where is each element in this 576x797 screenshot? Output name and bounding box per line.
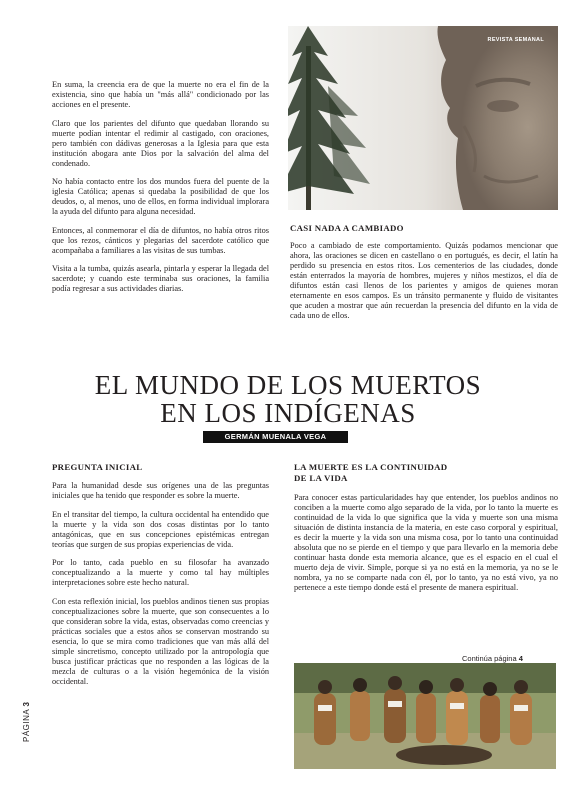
casi-nada-paragraph: Poco a cambiado de este comportamiento. Quizás podamos mencionar que ahora, las oraciones se dicen en castellano o en portugués, es decir, el latín ha perdido su presencia en estos ritos. Los cementerios de las ciudades, donde están enterrados la mayoría de hombres, mujeres y niños mestizos, el día de difuntos están casi llenos de los parientes y amigos de quienes moran eternamente en esos campos. Es un tránsito permanente y fluido de visitantes que acuden a mostrar que aún recuerdan la presencia del difunto en la vida de cada uno de ellos. — [290, 241, 558, 320]
pregunta-paragraph-1: Para la humanidad desde sus orígenes una de las preguntas iniciales que ha tenido que responder es sobre la muerte. — [52, 481, 269, 500]
intro-paragraph-4: Entonces, al conmemorar el día de difuntos, no había otros ritos que los rezos, cánticos y plegarias del sacerdote católico que acompañaba a familiares a las visitas de sus tumbas. — [52, 225, 269, 255]
continuidad-paragraph: Para conocer estas particularidades hay que entender, los pueblos andinos no conciben a la muerte como algo separado de la vida, por lo tanto la muerte es continuidad de la vida lo que significa que la vida y muerte son una misma situación de distinta instancia de la materia, en este caso corporal y espiritual, es decir la muerte y la vida son una misma cosa, por lo tanto una continuidad absoluta que no se pierde en el tiempo y que para llevarlo en la memoria debe continuar hasta donde esta memoria alcance, que es el espacio en el cual el muerto deja de vivir. Simple, porque si ya no está en la memoria, ya no se le nombra, ya no se comparte nada con él, por lo tanto, ya no está vivo, ya no pertenece a este tiempo donde está el presente de manera espiritual. — [294, 493, 558, 592]
continue-label: Continúa página — [462, 654, 517, 663]
intro-paragraph-3: No había contacto entre los dos mundos fuera del puente de la iglesia Católica; apenas si quedaba la posibilidad de que los deudos, o, al menos, uno de ellos, en forma individual implorara la ayuda del difunto para alguna necesidad. — [52, 177, 269, 216]
pregunta-column — [52, 481, 269, 695]
intro-paragraph-1: En suma, la creencia era de que la muerte no era el fin de la existencia, sino que había un "más allá" condicionado por las acciones en el presente. — [52, 80, 269, 109]
intro-paragraph-5: Visita a la tumba, quizás asearla, pintarla y esperar la llegada del sacerdote; y cuando este terminaba sus oraciones, la familia podía regresar a sus actividades diarias. — [52, 264, 269, 293]
tree-and-face-image — [288, 26, 558, 210]
page-number — [22, 702, 31, 742]
intro-paragraph-2: Claro que los parientes del difunto que quedaban llorando su muerte podían intentar el redimir al castigado, con oraciones, pero también con dádivas generosas a la Iglesia para que esta institución abogara ante Dios por la salvación del alma del condenado. — [52, 118, 269, 168]
continue-page-number: 4 — [518, 654, 523, 663]
continuidad-column — [294, 493, 558, 602]
section-heading-continuidad-2: DE LA VIDA — [294, 473, 348, 483]
section-heading-casi-nada: CASI NADA A CAMBIADO — [290, 223, 404, 233]
masthead-label: REVISTA SEMANAL — [487, 37, 544, 43]
continue-note — [462, 654, 523, 663]
pregunta-paragraph-2: En el transitar del tiempo, la cultura occidental ha entendido que la muerte y la vida son dos cosas distintas por lo tanto antagónicas, que en sus concepciones epistémicas entregan teorías que surgen de sus propias experiencias de vida. — [52, 509, 269, 549]
section-heading-pregunta: PREGUNTA INICIAL — [52, 462, 143, 472]
pregunta-paragraph-4: Con esta reflexión inicial, los pueblos andinos tienen sus propias conceptualizaciones sobre la muerte, que son consecuentes a lo que consideran sobre la vida, estas, observadas como creencias y prácticas sociales que a estos años se conservan mostrando su esencia, lo que se mira como tradiciones que van más allá del simple sincretismo, concepto utilizado por la antropología que busca justificar prácticas que no responden a las lógicas de la mezcla de culturas o a la visión hegemónica de la visión occidental. — [52, 596, 269, 686]
ritual-photo — [294, 663, 556, 769]
top-photo — [288, 26, 558, 210]
page-number-value: 3 — [22, 701, 31, 707]
intro-column — [52, 80, 269, 303]
headline-line-1: EL MUNDO DE LOS MUERTOS — [94, 370, 482, 400]
section-heading-continuidad-1: LA MUERTE ES LA CONTINUIDAD — [294, 462, 448, 472]
headline-line-2: EN LOS INDÍGENAS — [160, 398, 416, 428]
casi-nada-column — [290, 241, 558, 330]
pregunta-paragraph-3: Por lo tanto, cada pueblo en su filosofar ha avanzado conceptualizando a la muerte y como tal hay múltiples interpretaciones sobre este hecho natural. — [52, 558, 269, 587]
author-byline: GERMÁN MUENALA VEGA — [203, 431, 348, 443]
indigenous-ritual-image — [294, 663, 556, 769]
page-number-label: PÁGINA — [22, 709, 31, 742]
